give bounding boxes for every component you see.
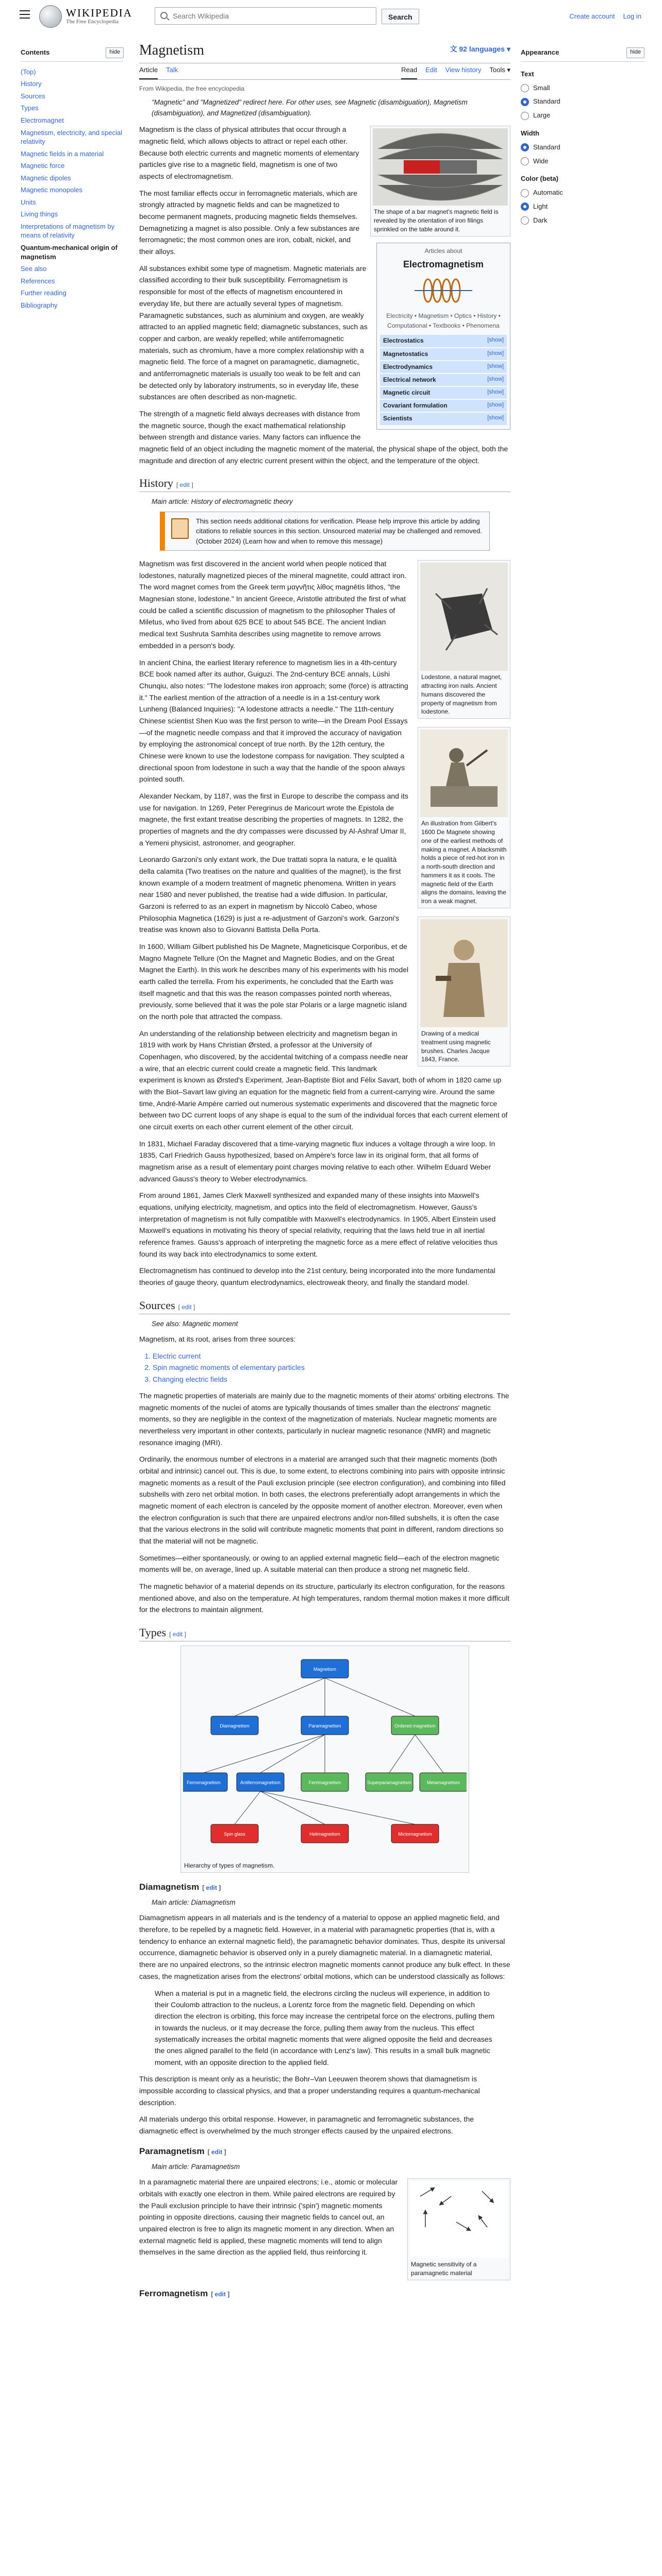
tree-node[interactable] [391,1716,439,1735]
tree-node[interactable] [211,1716,258,1735]
toc-hide-button[interactable]: hide [106,47,124,58]
types-hierarchy-diagram[interactable] [183,1648,467,1859]
paragraph: The magnetic properties of materials are mainly due to the magnetic moments of their atoms' orbiting electrons. The magnetic moments of the nuclei of atoms are typically thousands of times smaller than the electrons' magnetic moments, so they are negligible in the context of the magnetization of materials. Nuclear magnetic moments are nevertheless very important in other contexts, particularly in nuclear magnetic resonance (NMR) and magnetic resonance imaging (MRI). [139,1392,509,1447]
diamagnetism-main-article: Main article: Diamagnetism [152,1898,236,1906]
infobox-row[interactable] [380,374,507,386]
section-ferromagnetism: Ferromagnetism [ edit ] [139,2288,230,2298]
search-box[interactable] [155,7,376,25]
tree-edge [415,1735,443,1773]
infobox-row[interactable] [380,413,507,425]
tree-node[interactable] [391,1824,439,1843]
tree-edge [204,1735,325,1773]
section-diamagnetism: Diamagnetism [ edit ] [139,1882,221,1892]
diamagnetism-paragraph: This description is meant only as a heuristic; the Bohr–Van Leeuwen theorem shows that diamagnetism is impossible according to classical physics, and that a proper understanding requires a quantum-mechanical description. [139,2075,480,2107]
edit-sources-link[interactable]: [ edit ] [178,1303,195,1311]
site-sub: From Wikipedia, the free encyclopedia [139,85,245,93]
radio-icon[interactable] [521,189,529,197]
color-option-label: Light [533,202,548,210]
paragraph: Magnetism was first discovered in the ancient world when people noticed that lodestones, naturally magnetized pieces of the mineral magnetite, could attract iron. The word magnet comes from the Greek term μαγνῆτις λίθος magnētis lithos, "the Magnesian stone, lodestone." In ancient Greece, Aristotle attributed the first of what could be called a scientific discussion of magnetism to the philosopher Thales of Miletus, who lived from about 625 BCE to about 545 BCE. The ancient Indian medical text Sushruta Samhita describes using magnetite to remove arrows embedded in a person's body. [139,560,407,650]
tree-edge [235,1791,260,1824]
appearance-title: Appearance [521,48,559,56]
section-history: History [ edit ] [139,476,510,492]
toc-item[interactable]: Types [21,104,39,112]
tree-node-label: Antiferromagnetism [240,1780,281,1785]
text-size-option[interactable] [521,96,644,107]
text-size-option-label: Large [533,111,551,120]
gilbert-figure [418,727,510,908]
paragraph: Magnetism is the class of physical attributes that occur through a magnetic field, which allows objects to attract or repel each other. Because both electric currents and magnetic moments of elementary particles give rise to a magnetic field, magnetism is one of two aspects of electromagnetism. [139,125,359,181]
tree-node[interactable] [420,1773,467,1791]
sources-list [153,1350,510,1385]
log-in-link[interactable]: Log in [623,12,641,20]
paragraph: Sometimes—either spontaneously, or owing to an applied external magnetic field—each of the electron magnetic moments will be, on average, lined up. A suitable material can then produce a strong net magnetic field. [139,1553,500,1574]
sources-lead: Magnetism, at its root, arises from three sources: [139,1335,296,1344]
width-option[interactable] [521,156,644,167]
color-option-label: Automatic [533,189,563,197]
lodestone-image[interactable] [420,563,508,671]
infobox-show-toggle[interactable]: [show] [487,350,504,357]
toc-item[interactable]: See also [21,265,47,273]
paragraph: Leonardo Garzoni's only extant work, the Due trattati sopra la natura, e le qualità della calamita (Two treatises on the nature and qualities of the magnet), is the first known example of a modern treatment of magnetic phenomena. Written in years near 1580 and never published, the treatise had a wide diffusion. In particular, Garzoni is referred to as an expert in magnetism by Niccolò Cabeo, whose Philosophia Magnetica (1629) is just a re-adjustment of Garzoni's work. Garzoni's treatise was known also to Giovanni Battista Della Porta. [139,855,401,934]
bar-magnet-filings-image[interactable] [373,128,508,206]
tree-node-label: Diamagnetism [220,1723,250,1728]
search-icon [160,12,168,19]
infobox-show-toggle[interactable]: [show] [487,363,504,369]
toc-item[interactable]: References [21,277,55,285]
tree-node-label: Helimagnetism [309,1831,340,1837]
toc-item[interactable]: Quantum-mechanical origin of magnetism [21,244,118,261]
paramagnetism-caption: Magnetic sensitivity of a paramagnetic material [411,2261,477,2277]
paramagnetism-main-article: Main article: Paramagnetism [152,2162,240,2171]
infobox-row[interactable] [380,387,507,399]
wikipedia-logo[interactable] [39,5,133,28]
page-title: Magnetism [139,41,510,63]
tree-node-label: Ordered magnetism [394,1723,436,1728]
toc-item[interactable]: (Top) [21,67,36,76]
paragraph: In 1600, William Gilbert published his De Magnete, Magneticisque Corporibus, et de Magno Magnete Tellure (On the Magnet and Magnetic Bodies, and on the Great Magnet the Earth). In this work he describes many of his experiments with his model earth called the terrella. From his experiments, he concluded that the Earth was itself magnetic and that this was the reason compasses pointed north whereas, previously, some believed that it was the pole star Polaris or a large magnetic island on the north pole that attracted the compass. [139,942,409,1021]
infobox-nav: Electricity • Magnetism • Optics • History • Computational • Textbooks • Phenomena [386,312,501,330]
site-name: WIKIPEDIA [66,6,133,19]
solenoid-icon [412,275,474,306]
diamagnetism-paragraph: All materials undergo this orbital response. However, in paramagnetic and ferromagnetic substances, the diamagnetic effect is overwhelmed by the much stronger effects caused by the unpaired electrons. [139,2115,474,2135]
tab-edit[interactable]: Edit [425,65,437,74]
tree-node-label: Ferrimagnetism [308,1780,341,1785]
toc-item[interactable]: Further reading [21,289,67,297]
tree-node[interactable] [237,1773,284,1791]
medical-caption: Drawing of a medical treatment using magnetic brushes. Charles Jacque 1843, France. [421,1030,491,1063]
site-tagline: The Free Encyclopedia [66,18,119,25]
infobox-show-toggle[interactable]: [show] [487,402,504,409]
medical-figure [418,917,510,1066]
paragraph: The magnetic behavior of a material depends on its structure, particularly its electron configuration, for the reasons mentioned above, and also on the temperature. At high temperatures, random thermal motion makes it more difficult for the electrons to maintain alignment. [139,1582,510,1614]
history-main-article: Main article: History of electromagnetic theory [152,498,293,506]
appearance-panel [521,47,644,229]
toc-item[interactable]: Magnetic fields in a material [21,149,104,158]
gilbert-caption: An illustration from Gilbert's 1600 De Magnete showing one of the earliest methods of making a magnet. A blacksmith holds a piece of red-hot iron in a north-south direction and hammers it as it cools. The magnetic field of the Earth aligns the domains, leaving the iron a weak magnet. [421,820,507,905]
infobox-row-label: Electrostatics [383,337,424,345]
tab-tools[interactable]: Tools ▾ [489,65,510,74]
lead-figure-caption: The shape of a bar magnet's magnetic field is revealed by the orientation of iron filings sprinkled on the table around it. [374,208,499,233]
radio-icon[interactable] [521,143,529,151]
paragraph: In 1831, Michael Faraday discovered that a time-varying magnetic flux induces a voltage through a wire loop. In 1835, Carl Friedrich Gauss hypothesized, based on Ampère's force law in its original form, that all forms of magnetism arise as a result of elementary point charges moving relative to each other. Wilhelm Eduard Weber advanced Gauss's theory to Weber electrodynamics. [139,1139,495,1183]
text-size-option-label: Standard [533,97,560,106]
toc-item[interactable]: Sources [21,92,45,100]
color-option[interactable] [521,201,644,212]
toc-title: Contents [21,48,50,56]
tree-node-label: Mictomagnetism [398,1831,432,1837]
radio-icon[interactable] [521,84,529,92]
radio-icon[interactable] [521,98,529,106]
infobox-show-toggle[interactable]: [show] [487,337,504,344]
paragraph: The most familiar effects occur in ferromagnetic materials, which are strongly attracted by magnetic fields and can be magnetized to become permanent magnets, producing magnetic fields themselves. Demagnetizing a magnet is also possible. Only a few substances are ferromagnetic; the most common ones are iron, cobalt, nickel, and their alloys. [139,189,360,256]
infobox-row-label: Covariant formulation [383,402,448,410]
toc-item[interactable]: Bibliography [21,301,58,309]
paragraph: The strength of a magnetic field always decreases with distance from the magnetic source, though the exact mathematical relationship between strength and distance varies. Many factors can influence the magnetic field of an object including the magnetic moment of the material, the physical shape of the object, both the magnitude and direction of any electric current present within the object, and the temperature of the object. [139,409,508,465]
width-option[interactable] [521,142,644,153]
toc-item[interactable]: Living things [21,210,58,218]
main-menu-icon[interactable] [20,10,30,19]
tree-edge [260,1791,325,1824]
infobox-title: Electromagnetism [403,259,484,269]
infobox-row[interactable] [380,335,507,347]
tree-edge [260,1791,415,1824]
source-item[interactable]: 1. Electric current [153,1350,510,1362]
section-types: Types [ edit ] [139,1625,510,1641]
color-option-label: Dark [533,216,548,224]
lead-figure [370,126,510,236]
paragraph: Ordinarily, the enormous number of electrons in a material are arranged such that their magnetic moments (both orbital and intrinsic) cancel out. This is due, to some extent, to electrons combining into pairs with opposite intrinsic magnetic moments as a result of the Pauli exclusion principle (see electron configuration), and combining into filled subshells with zero net orbital motion. In both cases, the electrons preferentially adopt arrangements in which the magnetic moment of each electron is canceled by the opposite moment of another electron. Moreover, even when the electron configuration is such that there are unpaired electrons and/or non-filled subshells, it is often the case that the various electrons in the solid will contribute magnetic moments that point in different, random directions so that the material will not be magnetic. [139,1455,506,1546]
book-icon [171,518,189,539]
personal-tools [569,11,641,22]
tree-node[interactable] [301,1659,349,1678]
section-sources: Sources [ edit ] [139,1298,510,1314]
tree-edge [260,1735,325,1773]
tree-node[interactable] [301,1773,349,1791]
toc-item[interactable]: Magnetic monopoles [21,186,82,194]
radio-icon[interactable] [521,202,529,211]
infobox-top: Articles about [424,247,462,255]
text-size-option[interactable] [521,83,644,94]
paragraph: Alexander Neckam, by 1187, was the first in Europe to describe the compass and its use for navigation. In 1269, Peter Peregrinus de Maricourt wrote the Epistola de magnete, the first extant treatise describing the properties of magnets. In 1282, the properties of magnets and the dry compasses were discussed by Al-Ashraf Umar II, a Yemeni physicist, astronomer, and geographer. [139,791,408,847]
color-option[interactable] [521,215,644,226]
toc-item[interactable]: Magnetism, electricity, and special relativity [21,128,123,146]
paramagnetism-paragraph: In a paramagnetic material there are unpaired electrons; i.e., atomic or molecular orbitals with exactly one electron in them. While paired electrons are required by the Pauli exclusion principle to have their intrinsic ('spin') magnetic moments pointing in opposite directions, causing their magnetic fields to cancel out, an unpaired electron is free to align its magnetic moment in any direction. When an external magnetic field is applied, these magnetic moments will tend to align themselves in the same direction as the applied field, thus reinforcing it. [139,2178,398,2257]
tab-talk[interactable]: Talk [166,65,178,74]
edit-diamagnetism-link[interactable]: [ edit ] [202,1884,221,1891]
tree-node[interactable] [301,1824,349,1843]
infobox-row-label: Electrical network [383,376,436,383]
paragraph: From around 1861, James Clerk Maxwell synthesized and expanded many of these insights into Maxwell's equations, unifying electricity, magnetism, and optics into the field of electromagnetism. However, Gauss's interpretation of magnetism is not fully compatible with Maxwell's electrodynamics. In 1905, Albert Einstein used Maxwell's equations in motivating his theory of special relativity, requiring that the laws held true in all inertial reference frames. Gauss's approach of interpreting the magnetic force as a mere effect of relative velocities thus found its way back into electrodynamics to some extent. [139,1191,498,1258]
edit-paramagnetism-link[interactable]: [ edit ] [207,2148,226,2156]
tree-node[interactable] [211,1824,258,1843]
diamagnetism-paragraph: Diamagnetism appears in all materials and is the tendency of a material to oppose an applied magnetic field, and therefore, to be repelled by a magnetic field. However, in a material with paramagnetic properties (that is, with a tendency to enhance an external magnetic field), the paramagnetic behavior dominates. Thus, despite its universal occurrence, diamagnetic behavior is observed only in a purely diamagnetic material. In a diamagnetic material, there are no unpaired electrons, so the intrinsic electron magnetic moments cannot produce any bulk effect. In these cases, the magnetization arises from the electrons' orbital motions, which can be understood classically as follows: [139,1913,510,1980]
tab-read[interactable]: Read [401,65,417,80]
tree-node-label: Metamagnetism [426,1780,460,1785]
edit-ferromagnetism-link[interactable]: [ edit ] [211,2290,230,2298]
globe-icon [39,5,62,28]
toc-item[interactable]: Electromagnet [21,116,64,124]
width-label: Width [521,129,539,137]
lodestone-figure [418,560,510,719]
source-item[interactable]: 2. Spin magnetic moments of elementary particles [153,1362,510,1373]
table-of-contents [21,47,124,311]
page-tabs [139,63,510,80]
tree-edge [389,1735,415,1773]
medical-treatment-drawing-image[interactable] [420,919,508,1027]
infobox-show-toggle[interactable]: [show] [487,389,504,396]
infobox-row[interactable] [380,361,507,373]
paragraph: An understanding of the relationship between electricity and magnetism began in 1819 with work by Hans Christian Ørsted, a professor at the University of Copenhagen, who discovered, by the accidental twitching of a compass needle near a wire, that an electric current could create a magnetic field. This landmark experiment is known as Ørsted's Experiment. Jean-Baptiste Biot and Félix Savart, both of whom in 1820 came up with the Biot–Savart law giving an equation for the magnetic field from a current-carrying wire. Around the same time, André-Marie Ampère carried out numerous systematic experiments and discovered that the magnetic force between two DC current loops of any shape is equal to the sum of the individual forces that each current element of one circuit exerts on each other current element of the other circuit. [139,1029,508,1131]
edit-history-link[interactable]: [ edit ] [176,481,193,489]
color-label: Color (beta) [521,175,558,183]
site-header [0,0,662,33]
color-option[interactable] [521,188,644,198]
radio-icon[interactable] [521,216,529,225]
diamagnetism-quote: When a material is put in a magnetic field, the electrons circling the nucleus will experience, in addition to their Coulomb attraction to the nucleus, a Lorentz force from the magnetic field. Depending on which direction the electron is orbiting, this force may increase the centripetal force on the electrons, pulling them in towards the nucleus, or it may decrease the force, pulling them away from the nucleus. This effect systematically increases the orbital magnetic moments that were aligned opposite the field and decreases the ones aligned parallel to the field (in accordance with Lenz's law). This results in a small bulk magnetic moment, with an opposite direction to the applied field. [155,1989,495,2066]
section-paramagnetism: Paramagnetism [ edit ] [139,2146,226,2156]
language-button[interactable]: 文︎ 92 languages ▾ [450,45,510,53]
tree-node-label: Spin glass [224,1831,245,1837]
toc-item[interactable]: Magnetic dipoles [21,174,71,182]
toc-item[interactable]: Interpretations of magnetism by means of relativity [21,222,115,240]
infobox-row[interactable] [380,400,507,412]
tree-node-label: Magnetism [313,1666,337,1672]
text-size-option[interactable] [521,110,644,121]
sources-see-also: See also: Magnetic moment [152,1319,238,1328]
tree-node-label: Ferromagnetism [187,1780,221,1785]
hatnote: "Magnetic" and "Magnetized" redirect here. For other uses, see Magnetic (disambiguation), Magnetism (disambiguation), and Magnetized (disambiguation). [152,98,468,117]
lodestone-caption: Lodestone, a natural magnet, attracting iron nails. Ancient humans discovered the property of magnetism from lodestone. [421,673,502,716]
infobox-show-toggle[interactable]: [show] [487,376,504,382]
toc-item[interactable]: Units [21,198,36,206]
blacksmith-engraving-image[interactable] [420,730,508,817]
tree-node-label: Superparamagnetism [367,1780,412,1785]
paragraph: All substances exhibit some type of magnetism. Magnetic materials are classified according to their bulk susceptibility. Ferromagnetism is responsible for most of the effects of magnetism encountered in everyday life, but there are actually several types of magnetism. Paramagnetic substances, such as aluminium and oxygen, are weakly attracted to an applied magnetic field; diamagnetic substances, such as copper and carbon, are weakly repelled; while antiferromagnetic materials, such as chromium, have a more complex relationship with a magnetic field. The force of a magnet on paramagnetic, diamagnetic, and antiferromagnetic materials is usually too weak to be felt and can be detected only by laboratory instruments, so in everyday life, these substances are often described as non-magnetic. [139,264,368,401]
paramagnetism-figure [407,2178,510,2280]
paragraph: Electromagnetism has continued to develop into the 21st century, being incorporated into the more fundamental theories of gauge theory, quantum electrodynamics, electroweak theory, and finally the standard model. [139,1266,495,1287]
tree-edge [325,1678,415,1716]
tree-edge [235,1678,325,1716]
citation-needed-box: This section needs additional citations for verification. Please help improve this article by adding citations to reliable sources in this section. Unsourced material may be challenged and removed. (October 2024) (Learn how and when to remove this message) [160,512,490,551]
tab-view-history[interactable]: View history [445,65,482,74]
electromagnetism-sidebar [376,243,510,430]
types-hierarchy-caption: Hierarchy of types of magnetism. [184,1861,275,1869]
infobox-row[interactable] [380,348,507,360]
toc-item[interactable]: History [21,80,42,88]
infobox-row-label: Electrodynamics [383,363,433,370]
tree-node[interactable] [301,1716,349,1735]
infobox-row-label: Scientists [383,415,412,422]
text-size-option-label: Small [533,83,550,92]
types-hierarchy-figure [180,1646,469,1873]
infobox-row-label: Magnetostatics [383,350,428,358]
tab-article[interactable]: Article [139,65,158,80]
search-input[interactable] [173,12,358,20]
search-button[interactable]: Search [382,9,419,24]
tree-node[interactable] [183,1773,227,1791]
radio-icon[interactable] [521,157,529,165]
text-size-label: Text [521,70,534,78]
article [139,41,510,2303]
create-account-link[interactable]: Create account [569,12,615,20]
width-option-label: Standard [533,143,560,151]
width-option-label: Wide [533,157,549,165]
infobox-show-toggle[interactable]: [show] [487,415,504,421]
infobox-row-label: Magnetic circuit [383,389,431,397]
edit-types-link[interactable]: [ edit ] [169,1631,186,1638]
appearance-hide-button[interactable]: hide [626,47,644,58]
toc-item[interactable]: Magnetic force [21,162,65,170]
tree-node[interactable] [366,1773,413,1791]
paragraph: In ancient China, the earliest literary reference to magnetism lies in a 4th-century BCE book named after its author, Guiguzi. The 2nd-century BCE annals, Lüshi Chunqiu, also notes: "The lodestone makes iron approach; some (force) is attracting it." The earliest mention of the attraction of a needle is in a 1st-century work Lunheng (Balanced Inquiries): "A lodestone attracts a needle." The 11th-century Chinese scientist Shen Kuo was the first person to write—in the Dream Pool Essays—of the magnetic needle compass and that it improved the accuracy of navigation by employing the astronomical concept of true north. By the 12th century, the Chinese were known to use the lodestone compass for navigation. They sculpted a directional spoon from lodestone in such a way that the handle of the spoon always pointed south. [139,658,408,784]
source-item[interactable]: 3. Changing electric fields [153,1374,510,1385]
radio-icon[interactable] [521,112,529,120]
tree-node-label: Paramagnetism [308,1723,341,1728]
paramagnetism-diagram[interactable] [410,2181,508,2258]
